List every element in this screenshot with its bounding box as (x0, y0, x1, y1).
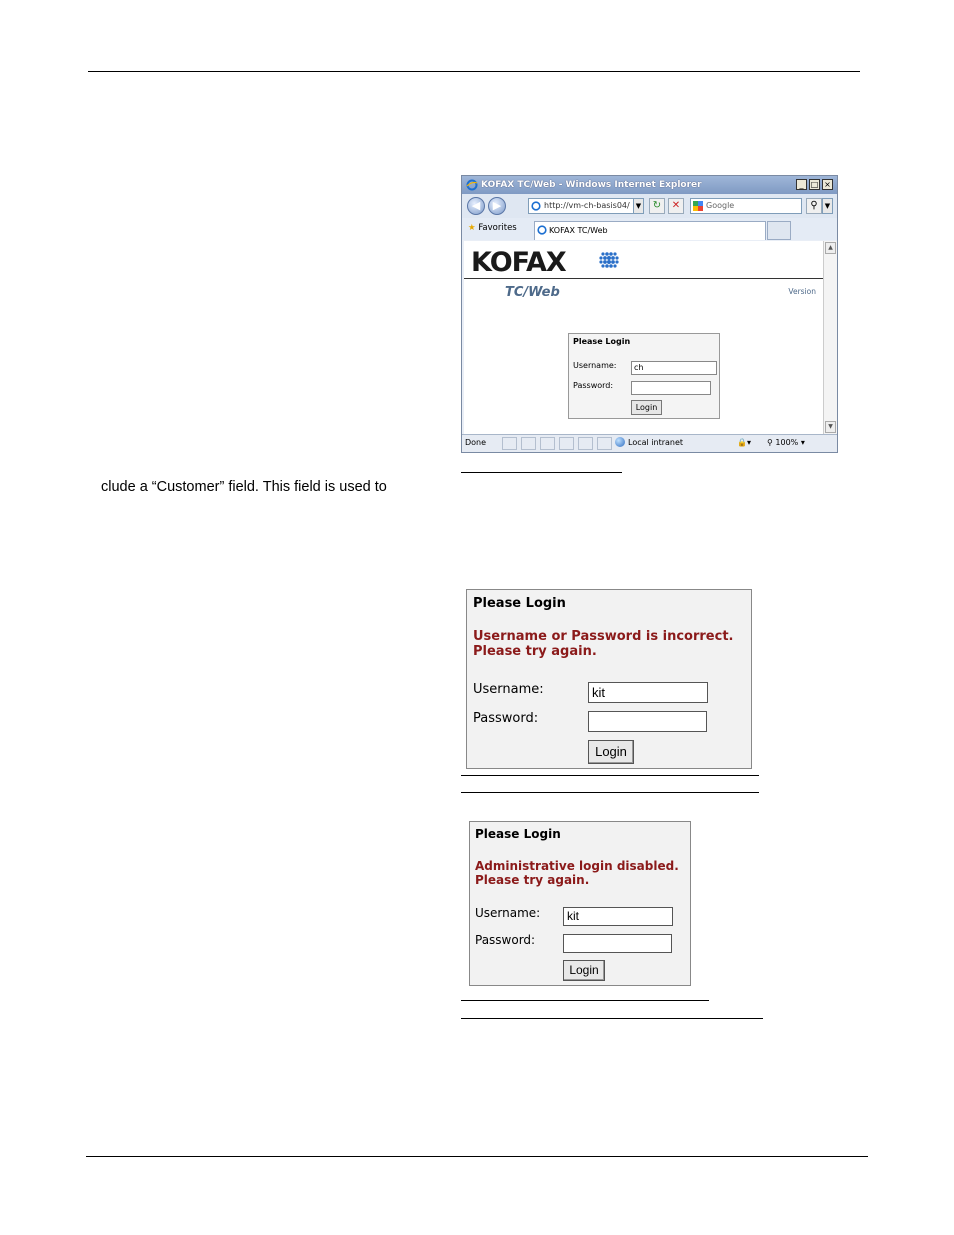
figure-caption-line (461, 775, 759, 776)
body-text: clude a “Customer” field. This field is used to (101, 479, 387, 495)
browser-nav-bar (462, 194, 837, 218)
star-icon: ★ (468, 223, 476, 233)
login-title: Please Login (473, 596, 566, 611)
page-e-icon (531, 201, 541, 211)
username-label: Username: (475, 906, 541, 920)
refresh-icon[interactable]: ↻ (649, 198, 665, 214)
admin-login-disabled-box (469, 821, 691, 986)
password-input[interactable] (563, 934, 672, 953)
google-icon (693, 201, 703, 211)
version-link[interactable]: Version (788, 287, 816, 296)
figure-caption-line (461, 1018, 763, 1019)
favorites-bar (462, 218, 837, 240)
search-placeholder: Google (706, 201, 735, 210)
address-text: http://vm-ch-basis04/ (544, 201, 630, 210)
ie-logo-icon (466, 179, 478, 191)
username-label: Username: (473, 682, 544, 697)
page-header-rule (464, 278, 823, 279)
close-icon[interactable]: × (822, 179, 833, 190)
vertical-scrollbar[interactable] (823, 241, 837, 434)
browser-window-screenshot (461, 175, 838, 453)
search-icon[interactable]: ⚲ (806, 198, 822, 214)
favorites-label: Favorites (478, 223, 517, 233)
tab-e-icon (537, 225, 547, 235)
figure-caption-line (461, 1000, 709, 1001)
status-bar (462, 434, 837, 452)
maximize-icon[interactable]: □ (810, 180, 819, 189)
protected-mode-icon[interactable]: 🔒▾ (737, 438, 751, 447)
login-button[interactable]: Login (563, 960, 605, 981)
login-form (568, 333, 720, 419)
footer-rule (86, 1156, 868, 1157)
figure-caption-line (461, 472, 622, 473)
password-input[interactable] (631, 381, 711, 395)
address-dropdown-icon[interactable]: ▼ (633, 198, 644, 214)
tab-label: KOFAX TC/Web (549, 226, 608, 235)
status-cell (540, 437, 555, 450)
scroll-down-icon[interactable]: ▼ (825, 421, 836, 433)
browser-title-bar (462, 176, 837, 194)
forward-arrow-icon[interactable]: ▶ (488, 197, 506, 215)
stop-icon[interactable]: ✕ (668, 198, 684, 214)
globe-icon (615, 437, 625, 447)
password-label: Password: (475, 933, 536, 947)
back-arrow-icon[interactable]: ◀ (467, 197, 485, 215)
kofax-logo: KOFAX (471, 247, 566, 278)
username-input[interactable]: kit (588, 682, 708, 703)
browser-title: KOFAX TC/Web - Windows Internet Explorer (481, 180, 702, 190)
kofax-globe-icon (597, 248, 621, 272)
status-cell (502, 437, 517, 450)
username-label: Username: (573, 361, 617, 370)
zone-text: Local intranet (628, 438, 684, 447)
password-label: Password: (473, 711, 539, 726)
error-message-line: Please try again. (473, 643, 597, 659)
browser-tab[interactable] (534, 221, 766, 240)
error-message (475, 860, 679, 888)
minimize-icon[interactable]: _ (796, 179, 807, 190)
address-bar[interactable] (528, 198, 634, 214)
login-title: Please Login (573, 337, 631, 346)
browser-page-content (464, 241, 823, 434)
header-rule (88, 71, 860, 72)
status-cell (559, 437, 574, 450)
status-text: Done (465, 438, 487, 447)
status-cell (521, 437, 536, 450)
login-title: Please Login (475, 827, 561, 841)
scroll-up-icon[interactable]: ▲ (825, 242, 836, 254)
error-message-line: Username or Password is incorrect. (473, 629, 734, 644)
username-input[interactable]: kit (563, 907, 673, 926)
zoom-icon: ⚲ (767, 438, 773, 447)
error-message-line: Administrative login disabled. (475, 859, 679, 873)
zoom-text: 100% (775, 438, 799, 447)
new-tab-button[interactable] (767, 221, 791, 240)
zoom-control[interactable]: ⚲ 100% ▾ (767, 438, 805, 447)
search-dropdown-icon[interactable]: ▼ (822, 198, 833, 214)
security-zone (615, 435, 683, 451)
status-cell (597, 437, 612, 450)
login-button[interactable]: Login (631, 400, 662, 415)
login-error-box (466, 589, 752, 769)
password-label: Password: (573, 381, 614, 390)
app-name: TC/Web (505, 285, 560, 300)
figure-caption-line (461, 792, 759, 793)
favorites-button[interactable] (468, 223, 517, 233)
username-input[interactable]: ch (631, 361, 717, 375)
search-box[interactable] (690, 198, 802, 214)
login-button[interactable]: Login (588, 740, 634, 764)
error-message-line: Please try again. (475, 872, 590, 887)
status-cell (578, 437, 593, 450)
password-input[interactable] (588, 711, 707, 732)
error-message (473, 630, 733, 660)
